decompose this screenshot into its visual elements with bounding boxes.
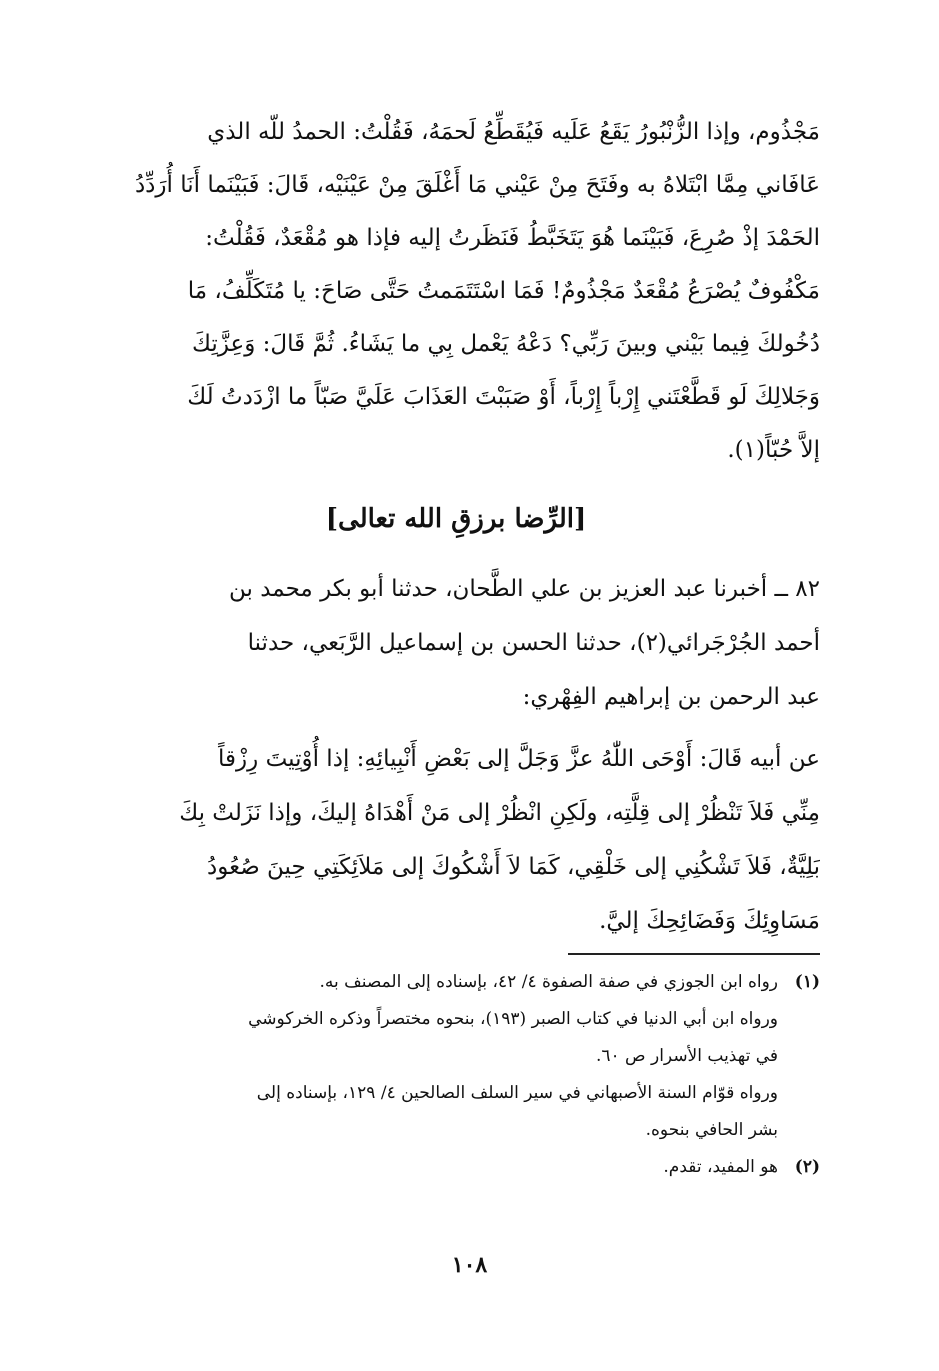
text-line: مَجْذُوم، وإذا الزُّنْبُورُ يَقَعُ عَلَيه فَيُقَطِّعُ لَحمَهُ، فَقُلْتُ: الحمدُ للّه الذي bbox=[207, 119, 820, 145]
footnote-marker: (١) bbox=[794, 972, 820, 992]
text-line: ٨٢ ــ أخبرنا عبد العزيز بن علي الطَّحان، حدثنا أبو بكر محمد بن bbox=[229, 576, 820, 602]
text-line: عَافَاني مِمَّا ابْتَلاهُ به وفَتَحَ مِنْ عَيْني مَا أَغْلَقَ مِنْ عَيْنَيْه، قَالَ: فَبَيْنَما أَنَا أُرَدِّدُ bbox=[134, 172, 820, 198]
text-line: مَسَاوِئِكَ وَفَضَائِحِكَ إليَّ. bbox=[599, 908, 820, 934]
footnote-text: رواه ابن الجوزي في صفة الصفوة ٤/ ٤٢، بإسناده إلى المصنف به. bbox=[319, 972, 778, 992]
section-heading: [الرِّضا برزقِ الله تعالى] bbox=[325, 504, 587, 534]
text-line: الحَمْدَ إذْ صُرِعَ، فَبَيْنَما هُوَ يَتَخَبَّطُ فَنَظَرتُ إليه فإذا هو مُقْعَدٌ، فَقُلْتُ: bbox=[205, 225, 820, 251]
text-line: وَجَلالِكَ لَو قَطَّعْتَني إِرْباً إِرْباً، أَوْ صَبَبْتَ العَذَابَ عَلَيَّ صَبّاً ما ازْدَدتُ لَكَ bbox=[187, 384, 820, 410]
footnote-2 bbox=[92, 1149, 820, 1186]
narrative-paragraph bbox=[92, 106, 820, 477]
text-line: عبد الرحمن بن إبراهيم الفِهْري: bbox=[522, 684, 820, 710]
text-line: بَلِيَّةٌ، فَلاَ تَشْكُنِي إلى خَلْقِي، كَمَا لاَ أَشْكُوكَ إلى مَلاَئِكَتِي حِينَ صُعُودُ bbox=[206, 854, 820, 880]
footnote-divider bbox=[568, 953, 820, 955]
text-line: مَكْفُوفٌ يُصْرَعُ مُقْعَدٌ مَجْذُومٌ! فَمَا اسْتَتَمَمتُ حَتَّى صَاحَ: يا مُتَكَلِّفُ، مَا bbox=[187, 278, 820, 304]
text-line: أحمد الجُرْجَرائي(٢)، حدثنا الحسن بن إسماعيل الرَّبَعي، حدثنا bbox=[247, 630, 820, 656]
footnote-text: ورواه قوّام السنة الأصبهاني في سير السلف الصالحين ٤/ ١٢٩، بإسناده إلى bbox=[256, 1083, 778, 1103]
footnotes bbox=[92, 964, 820, 1186]
footnote-1 bbox=[92, 964, 820, 1001]
text-line: عن أبيه قَالَ: أَوْحَى اللّٰهُ عزَّ وَجَلَّ إلى بَعْضِ أَنْبِيائِهِ: إذا أُوْتِيتَ رِزْقاً bbox=[218, 746, 820, 772]
text-line: إلاَّ حُبّاً(١). bbox=[727, 437, 820, 463]
footnote-marker: (٢) bbox=[794, 1157, 820, 1177]
text-line: دُخُولكَ فِيما بَيْني وبينَ رَبِّي؟ دَعْهُ يَعْمل بِي ما يَشَاءُ. ثُمَّ قَالَ: وَعِزَّتِكَ bbox=[192, 331, 820, 357]
footnote-text: ورواه ابن أبي الدنيا في كتاب الصبر (١٩٣)، بنحوه مختصراً وذكره الخركوشي bbox=[248, 1009, 778, 1029]
footnote-text: هو المفيد، تقدم. bbox=[663, 1157, 778, 1177]
entry-82-isnad bbox=[92, 562, 820, 724]
entry-82-text bbox=[92, 732, 820, 948]
text-line: مِنِّي فَلاَ تَنْظُرْ إلى قِلَّتِه، ولَكِنِ انْظُرْ إلى مَنْ أَهْدَاهُ إليكَ، وإذا نَزَلتْ بِكَ bbox=[179, 800, 820, 826]
footnote-text: في تهذيب الأسرار ص ٦٠. bbox=[595, 1046, 778, 1066]
footnote-text: بشر الحافي بنحوه. bbox=[645, 1120, 778, 1140]
page-number: ١٠٨ bbox=[451, 1252, 488, 1278]
